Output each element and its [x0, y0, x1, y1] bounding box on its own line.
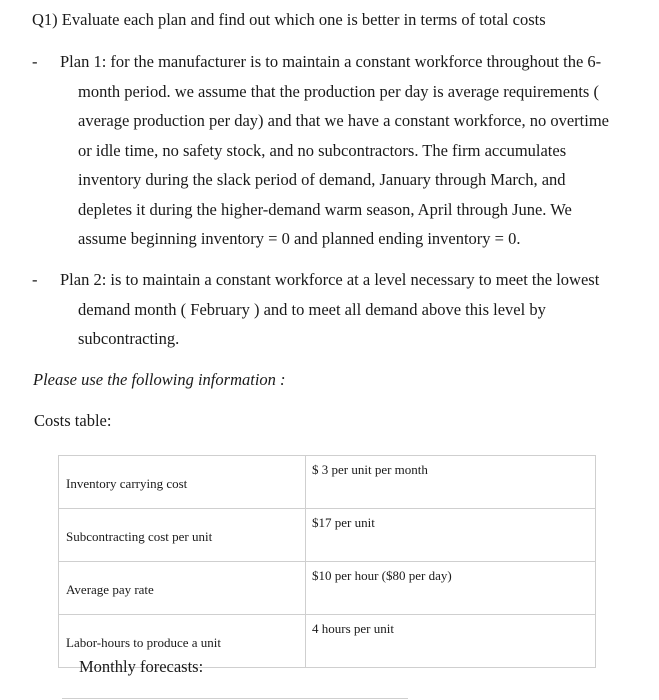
cost-value: $ 3 per unit per month [306, 456, 596, 509]
plan-2 [32, 265, 622, 354]
question-title: Q1) Evaluate each plan and find out which one is better in terms of total costs [32, 10, 546, 29]
plan-2-text: Plan 2: is to maintain a constant workforce at a level necessary to meet the lowest demand month ( February ) and to meet all demand above this level by subcontracting. [60, 270, 600, 348]
costs-table [58, 455, 596, 668]
costs-table-label: Costs table: [34, 411, 112, 430]
monthly-forecasts-label: Monthly forecasts: [79, 657, 204, 676]
plan-1 [32, 47, 622, 254]
table-row [59, 456, 596, 509]
cost-label: Subcontracting cost per unit [59, 509, 306, 562]
cost-label: Inventory carrying cost [59, 456, 306, 509]
table-top-border [62, 698, 408, 699]
cost-value: $10 per hour ($80 per day) [306, 562, 596, 615]
cost-label: Labor-hours to produce a unit [59, 615, 306, 668]
cost-label: Average pay rate [59, 562, 306, 615]
table-row [59, 562, 596, 615]
plan-1-text: Plan 1: for the manufacturer is to maintain a constant workforce throughout the 6-month period. we assume that the production per day is average requirements ( average production per day) and that we have a constant workforce, no overtime or idle time, no safety stock, and no subcontractors. The firm accumulates inventory during the slack period of demand, January through March, and depletes it during the higher-demand warm season, April through June. We assume beginning inventory = 0 and planned ending inventory = 0. [60, 52, 609, 248]
table-row [59, 509, 596, 562]
cost-value: 4 hours per unit [306, 615, 596, 668]
plan-2-dash: - [32, 270, 38, 289]
cost-value: $17 per unit [306, 509, 596, 562]
info-label: Please use the following information : [33, 370, 286, 389]
plan-1-dash: - [32, 52, 38, 71]
